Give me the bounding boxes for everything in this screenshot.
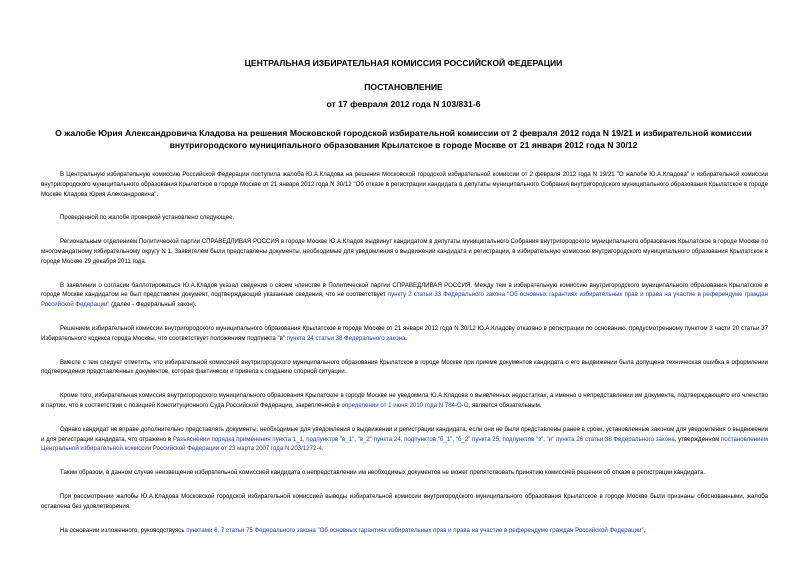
document-title: О жалобе Юрия Александровича Кладова на решения Московской городской избирательной комиссии от 2 февраля 2012 года N 19/21 и избирательной комиссии внутригородского муниципального образования Крылатское в городе Москве от 21 января 2012 года N 30/12 bbox=[55, 128, 752, 150]
document-body bbox=[41, 170, 768, 549]
paragraph: При рассмотрении жалобы Ю.А.Кладова Московской городской избирательной комиссией выводы избирательной комиссии внутригородского муниципального образования Крылатское в городе Москве были признаны обоснованными, жалоба оставлена без удовлетворения. bbox=[41, 492, 768, 510]
issuing-authority: ЦЕНТРАЛЬНАЯ ИЗБИРАТЕЛЬНАЯ КОМИССИЯ РОССИЙСКОЙ ФЕДЕРАЦИИ bbox=[244, 58, 563, 68]
law-link[interactable]: пунктами 6, 7 статьи 75 Федерального закона "Об основных гарантиях избирательных прав и права на участие в референдуме граждан Российской Федерации" bbox=[186, 526, 644, 534]
paragraph-text: Кроме того, избирательная комиссия внутригородского муниципального образования Крылатское в городе Москве не уведомила Ю.А.Кладова о выявленных недостатках, а именно о непредставлении им документа, подтверждающего его членство в партии, что в соответствии с позицией Конституционного Суда Российской Федерации, закрепленной в bbox=[41, 392, 768, 409]
paragraph-text: . bbox=[321, 445, 324, 453]
paragraph bbox=[41, 281, 768, 310]
paragraph-text: (далее - Федеральный закон). bbox=[109, 301, 197, 309]
paragraph bbox=[41, 324, 768, 344]
paragraph bbox=[41, 391, 768, 411]
paragraph-text: , утвержденном bbox=[674, 435, 721, 443]
law-link[interactable]: пункту 2 статьи 33 Федерального закона "Об основных гарантиях избирательных прав и права на участие в референдуме граждан Российской Федерации" bbox=[41, 291, 768, 309]
law-link[interactable]: пункта 24 статьи 38 Федерального закона bbox=[286, 334, 406, 342]
clarification-link[interactable]: Разъяснении порядка применения пункта 1_1, подпунктов "в_1", "в_2" пункта 24, подпунктов "б_1", "б_2" пункта 25, подпунктов "з", "и" пункта 26 статьи 38 Федерального закона bbox=[172, 435, 675, 443]
resolution-link[interactable]: постановлением Центральной избирательной комиссии Российской Федерации от 23 марта 2007 года N 203/1272-4 bbox=[41, 435, 768, 453]
paragraph: Вместе с тем следует отметить, что избирательной комиссией внутригородского муниципального образования Крылатское в городе Москве при приеме документов кандидата о его выдвижении была допущена техническая ошибка в оформлении подтверждения представленных документов, которая фактически и привела к созданию спорной ситуации. bbox=[41, 358, 768, 376]
paragraph-text: , bbox=[643, 526, 646, 534]
paragraph bbox=[41, 526, 768, 536]
paragraph: Таким образом, в данном случае неизвещение избирательной комиссией кандидата о непредставлении им необходимых документов не может препятствовать принятию комиссией решения об отказе в регистрации кандидата. bbox=[60, 469, 706, 477]
document-date-number: от 17 февраля 2012 года N 103/831-6 bbox=[326, 99, 481, 109]
paragraph-text: Решением избирательной комиссии внутригородского муниципального образования Крылатское в городе Москве от 21 января 2012 года N 30/12 Ю.А.Кладову отказано в регистрации по основанию, предусмотренному пунктом 3 части 20 статьи 37 Избирательного кодекса города Москвы, что соответствует положениям подпункта "в" bbox=[41, 324, 768, 342]
paragraph-text: На основании изложенного, руководствуясь bbox=[60, 526, 187, 534]
paragraph-text: . bbox=[405, 334, 408, 342]
paragraph: Проведенной по жалобе проверкой установлено следующее. bbox=[60, 214, 235, 222]
document-type: ПОСТАНОВЛЕНИЕ bbox=[364, 82, 443, 92]
paragraph: В Центральную избирательную комиссию Российской Федерации поступила жалоба Ю.А.Кладова на решения Московской городской избирательной комиссии от 2 февраля 2012 года N 19/21 "О жалобе Ю.А.Кладова" и избирательной комиссии внутригородского муниципального образования Крылатское в городе Москве от 21 января 2012 года N 30/12 "Об отказе в регистрации кандидата в депутаты муниципального Собрания внутригородского муниципального образования Крылатское в городе Москве Кладова Юрия Александровича". bbox=[41, 171, 768, 198]
paragraph bbox=[41, 425, 768, 454]
paragraph-text: , является обязательным. bbox=[468, 401, 542, 409]
court-ruling-link[interactable]: определении от 1 июня 2010 года N 784-О-О bbox=[341, 401, 469, 409]
paragraph-text: Однако кандидат не вправе дополнительно представлять документы, необходимые для уведомления о выдвижении и регистрации кандидата, если они не были представлены ранее в сроки, установленные законом для уведомления о выдвижении и для регистрации кандидата, что отражено в bbox=[41, 425, 768, 443]
paragraph-text: В заявлении о согласии баллотироваться Ю.А.Кладов указал сведения о своем членстве в Политической партии СПРАВЕДЛИВАЯ РОССИЯ. Между тем в избирательную комиссию внутригородского муниципального образования Крылатское в городе Москве кандидатом не был представлен документ, подтверждающий указанные сведения, что не соответствует bbox=[41, 281, 768, 299]
paragraph: Региональным отделением Политической партии СПРАВЕДЛИВАЯ РОССИЯ в городе Москве Ю.А.Кладов выдвинут кандидатом в депутаты муниципального Собрания внутригородского муниципального образования Крылатское в городе Москве по многомандатному избирательному округу N 1. Заявителем были представлены документы, необходимые для уведомления о выдвижении кандидата и регистрации, в избирательную комиссию внутригородского муниципального образования Крылатское в городе Москве 29 декабря 2011 года. bbox=[41, 238, 768, 265]
